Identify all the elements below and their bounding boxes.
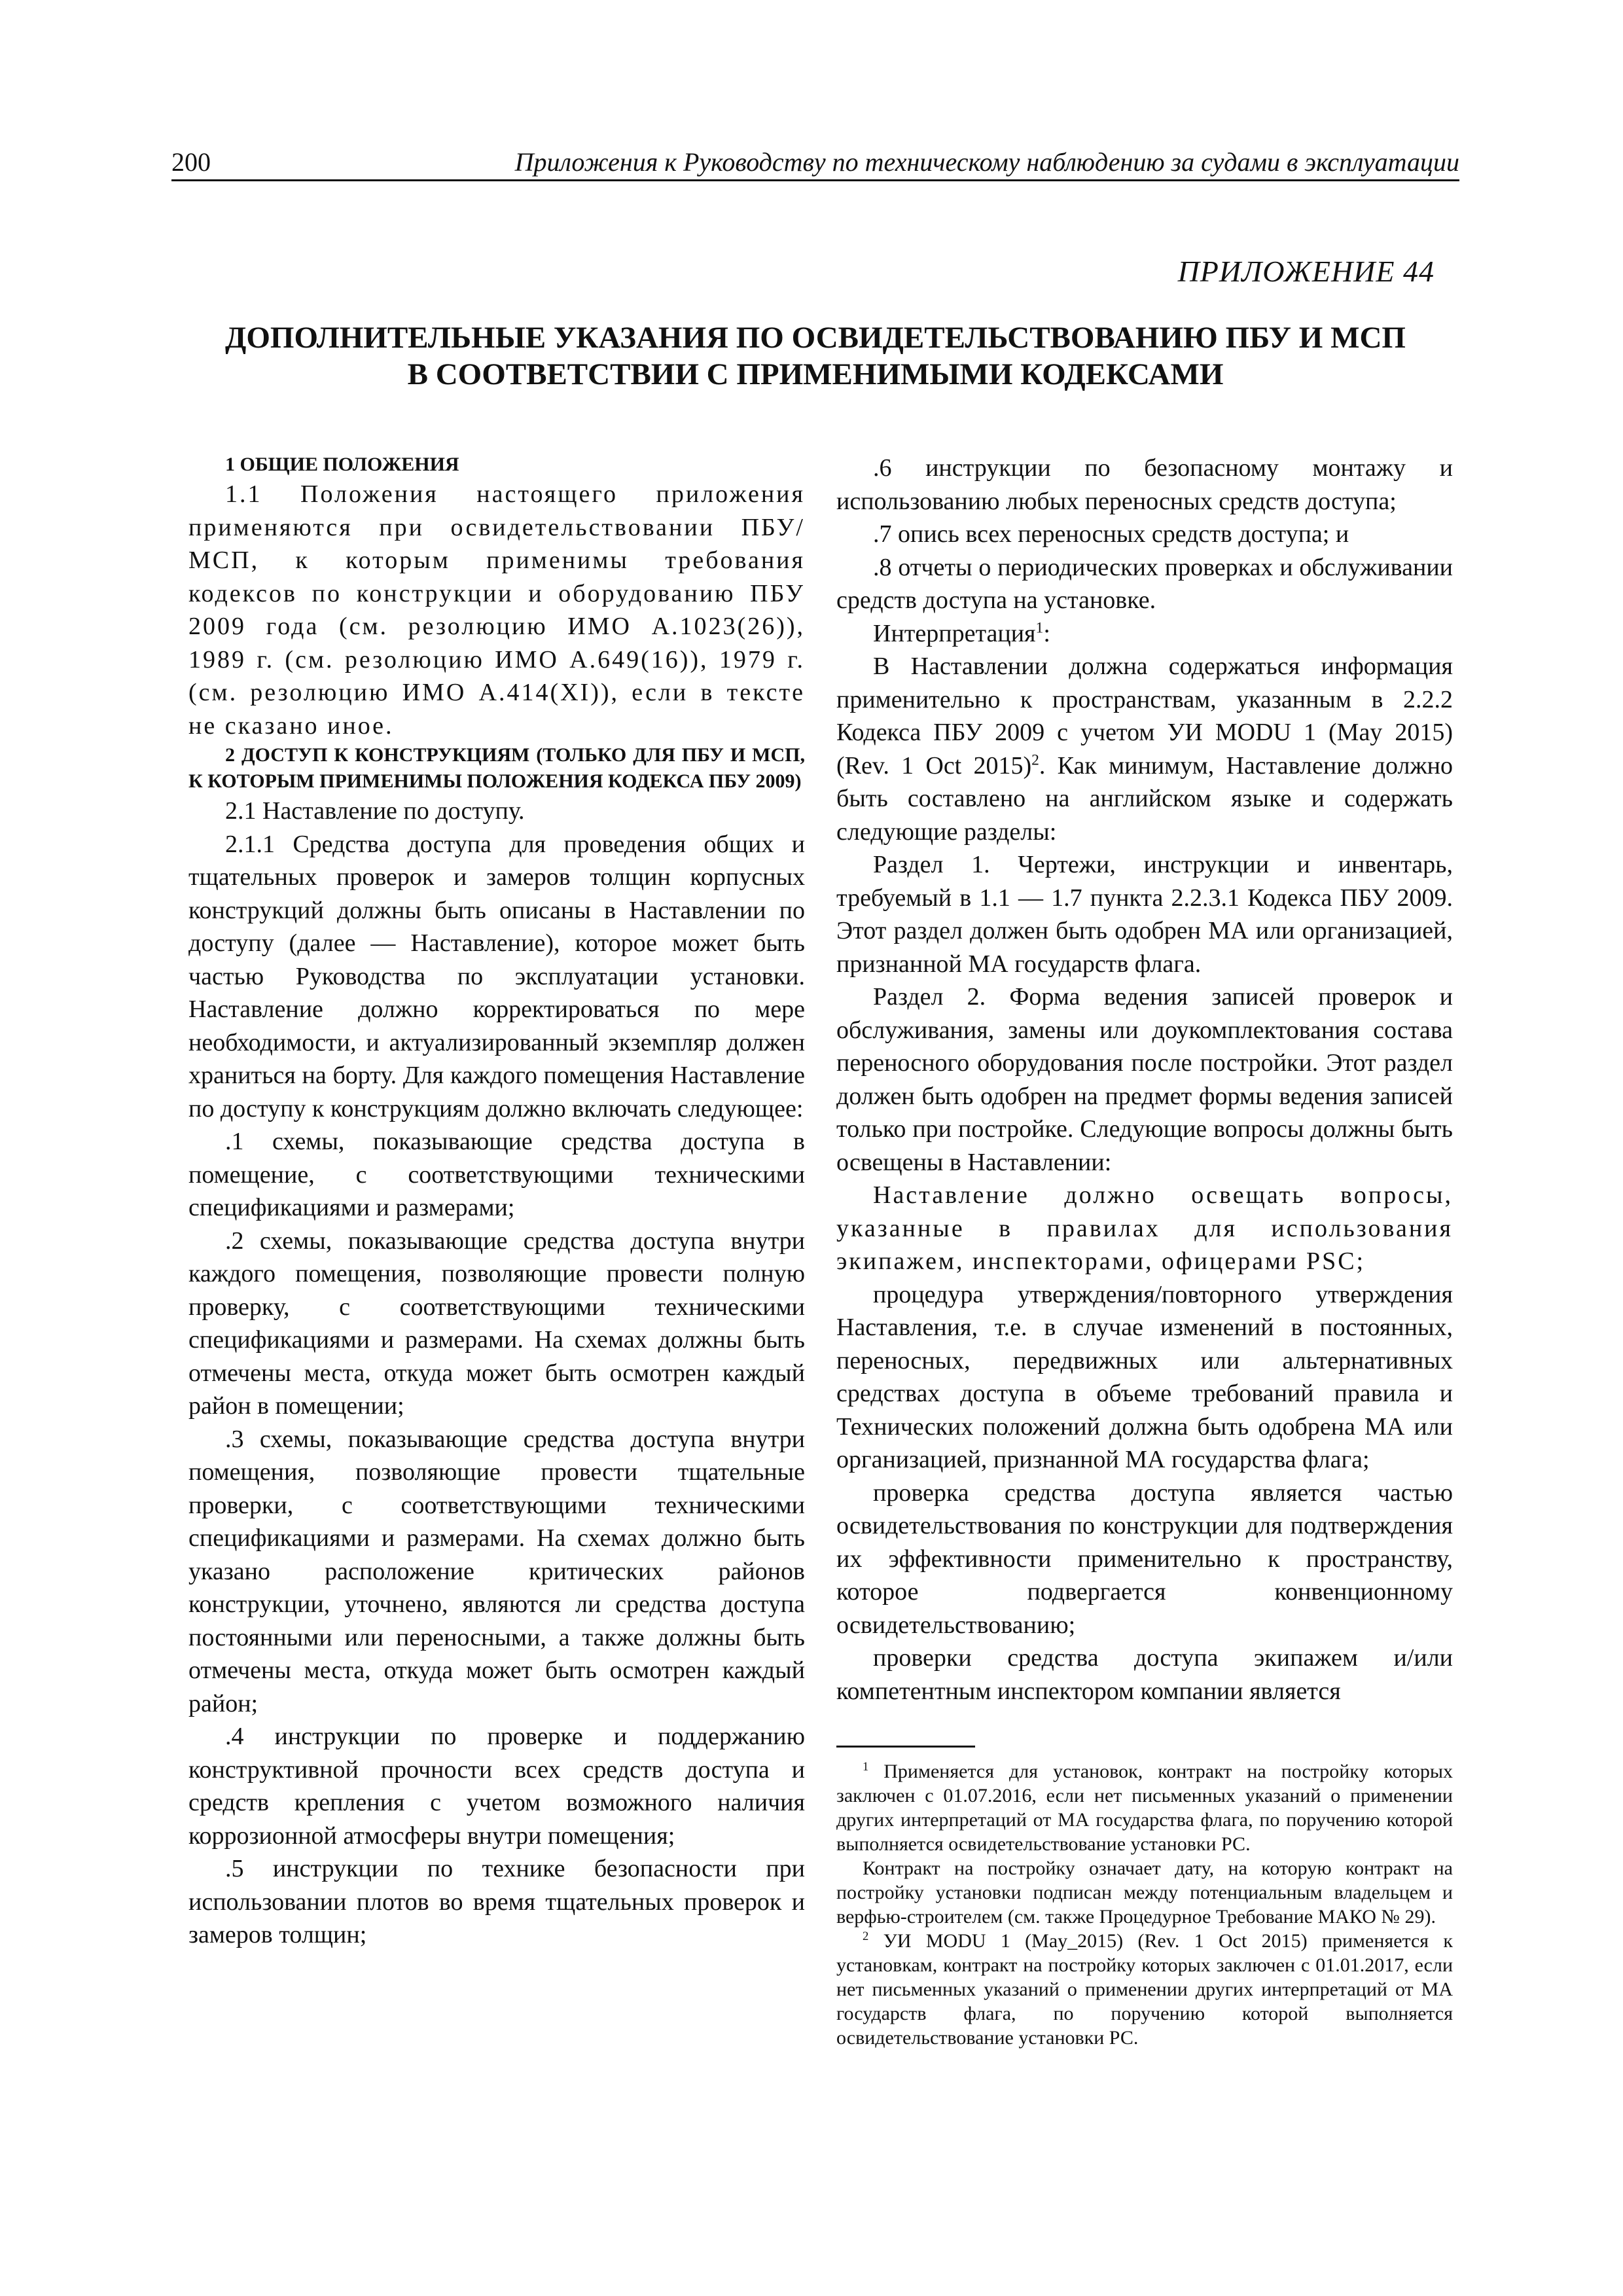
running-title: Приложения к Руководству по техническому наблюдению за судами в эксплуатации — [514, 147, 1459, 177]
section-2-heading: 2 ДОСТУП К КОНСТРУКЦИЯМ (ТОЛЬКО ДЛЯ ПБУ И МСП, К КОТОРЫМ ПРИМЕНИМЫ ПОЛОЖЕНИЯ КОДЕКСА ПБУ 2009) — [188, 744, 805, 792]
section-2-paragraph: Раздел 2. Форма ведения записей проверок и обслуживания, замены или доукомплектования состава переносного оборудования после постройки. Этот раздел должен быть одобрен на предмет формы ведения записей только при постройке. Следующие вопросы должны быть освещены в Наставлении: — [836, 983, 1453, 1176]
interpretation-colon: : — [1043, 619, 1050, 647]
manual-text-b: . Как минимум, Наставление должно быть составлено на английском языке и содержать следующие разделы: — [836, 751, 1453, 846]
title-line-1: ДОПОЛНИТЕЛЬНЫЕ УКАЗАНИЯ ПО ОСВИДЕТЕЛЬСТВОВАНИЮ ПБУ И МСП — [225, 321, 1406, 355]
question-2: процедура утверждения/повторного утверждения Наставления, т.е. в случае изменений в постоянных, переносных, передвижных или альтернативных средствах доступа в объеме требований правила и Технических положений должна быть одобрена МА или организацией, признанной МА государства флага; — [836, 1280, 1453, 1473]
list-item-5: .5 инструкции по технике безопасности при использовании плотов во время тщательных проверок и замеров толщин; — [188, 1855, 805, 1948]
paragraph-2-1-1: 2.1.1 Средства доступа для проведения общих и тщательных проверок и замеров толщин корпусных конструкций должны быть описаны в Наставлении по доступу (далее — Наставление), которое может быть частью Руководства по эксплуатации установки. Наставление должно корректироваться по мере необходимости, и актуализированный экземпляр должен храниться на борту. Для каждого помещения Наставление по доступу к конструкциям должно включать следующее: — [188, 830, 805, 1122]
list-item-6: .6 инструкции по безопасному монтажу и использованию любых переносных средств доступа; — [836, 454, 1453, 515]
document-title — [171, 319, 1459, 393]
list-item-3: .3 схемы, показывающие средства доступа внутри помещения, позволяющие провести тщательные проверки, с соответствующими техническими спецификациями и размерами. На схемах должно быть указано расположение критических районов конструкции, уточнено, являются ли средства доступа постоянными или переносными, а также должны быть отмечены места, откуда может быть осмотрен каждый район; — [188, 1425, 805, 1717]
interpretation-label — [836, 617, 1453, 651]
footnote-1 — [836, 1759, 1453, 1856]
page-header — [171, 145, 1459, 181]
left-column — [188, 452, 805, 1952]
paragraph-1-1: 1.1 Положения настоящего приложения применяются при освидетельствовании ПБУ/МСП, к которым применимы требования кодексов по конструкции и оборудованию ПБУ 2009 года (см. резолюцию ИМО А.1023(26)), 1989 г. (см. резолюцию ИМО А.649(16)), 1979 г. (см. резолюцию ИМО А.414(XI)), если в тексте не сказано иное. — [188, 480, 805, 740]
list-item-2: .2 схемы, показывающие средства доступа внутри каждого помещения, позволяющие провести полную проверку, с соответствующими техническими спецификациями и размерами. На схемах должны быть отмечены места, откуда может быть осмотрен каждый район в помещении; — [188, 1227, 805, 1420]
section-1-heading: 1 ОБЩИЕ ПОЛОЖЕНИЯ — [225, 454, 459, 475]
list-item-1: .1 схемы, показывающие средства доступа в помещение, с соответствующими техническими спецификациями и размерами; — [188, 1128, 805, 1221]
page-number: 200 — [171, 147, 211, 177]
question-4: проверки средства доступа экипажем и/или компетентным инспектором компании является — [836, 1644, 1453, 1705]
footnote-divider — [836, 1746, 975, 1748]
footnote-1-continued: Контракт на постройку означает дату, на которую контракт на постройку установки подписан между потенциальным владельцем и верфью-строителем (см. также Процедурное Требование МАКО № 29). — [836, 1857, 1453, 1928]
footnote-2-mark: 2 — [863, 1929, 869, 1943]
section-1-paragraph: Раздел 1. Чертежи, инструкции и инвентарь, требуемый в 1.1 — 1.7 пункта 2.2.3.1 Кодекса ПБУ 2009. Этот раздел должен быть одобрен МА или организацией, признанной МА государств флага. — [836, 851, 1453, 978]
manual-paragraph — [836, 650, 1453, 848]
question-3: проверка средства доступа является частью освидетельствования по конструкции для подтверждения их эффективности применительно к пространству, которое подвергается конвенционному освидетельствованию; — [836, 1479, 1453, 1639]
appendix-label: ПРИЛОЖЕНИЕ 44 — [1177, 255, 1435, 288]
footnote-ref-2: 2 — [1031, 751, 1039, 768]
manual-text-a: В Наставлении должна содержаться информация применительно к пространствам, указанным в 2.2.2 Кодекса ПБУ 2009 с учетом УИ MODU 1 (May 2015) (Rev. 1 Oct 2015) — [836, 653, 1453, 780]
title-line-2: В СООТВЕТСТВИИ С ПРИМЕНИМЫМИ КОДЕКСАМИ — [407, 357, 1224, 391]
question-1: Наставление должно освещать вопросы, указанные в правилах для использования экипажем, инспекторами, офицерами PSC; — [836, 1181, 1453, 1275]
footnote-2-text: УИ MODU 1 (May_2015) (Rev. 1 Oct 2015) применяется к установкам, контракт на постройку которых заключен с 01.01.2017, если нет письменных указаний о применении других интерпретаций от МА государств флага, по поручению которой выполняется освидетельствование установки РС. — [836, 1930, 1453, 2049]
right-column — [836, 452, 1453, 2050]
paragraph-2-1: 2.1 Наставление по доступу. — [225, 797, 525, 825]
footnote-1-text: Применяется для установок, контракт на постройку которых заключен с 01.07.2016, если нет письменных указаний о применении других интерпретаций от МА государства флага, по поручению которой выполняется освидетельствование установки РС. — [836, 1761, 1453, 1855]
interpretation-text: Интерпретация — [873, 619, 1036, 647]
list-item-8: .8 отчеты о периодических проверках и обслуживании средств доступа на установке. — [836, 553, 1453, 614]
list-item-4: .4 инструкции по проверке и поддержанию конструктивной прочности всех средств доступа и средств крепления с учетом возможного наличия коррозионной атмосферы внутри помещения; — [188, 1723, 805, 1850]
footnote-ref-1: 1 — [1035, 619, 1044, 636]
footnote-2 — [836, 1929, 1453, 2050]
footnote-1-mark: 1 — [863, 1760, 869, 1774]
list-item-7: .7 опись всех переносных средств доступа; и — [873, 520, 1349, 548]
